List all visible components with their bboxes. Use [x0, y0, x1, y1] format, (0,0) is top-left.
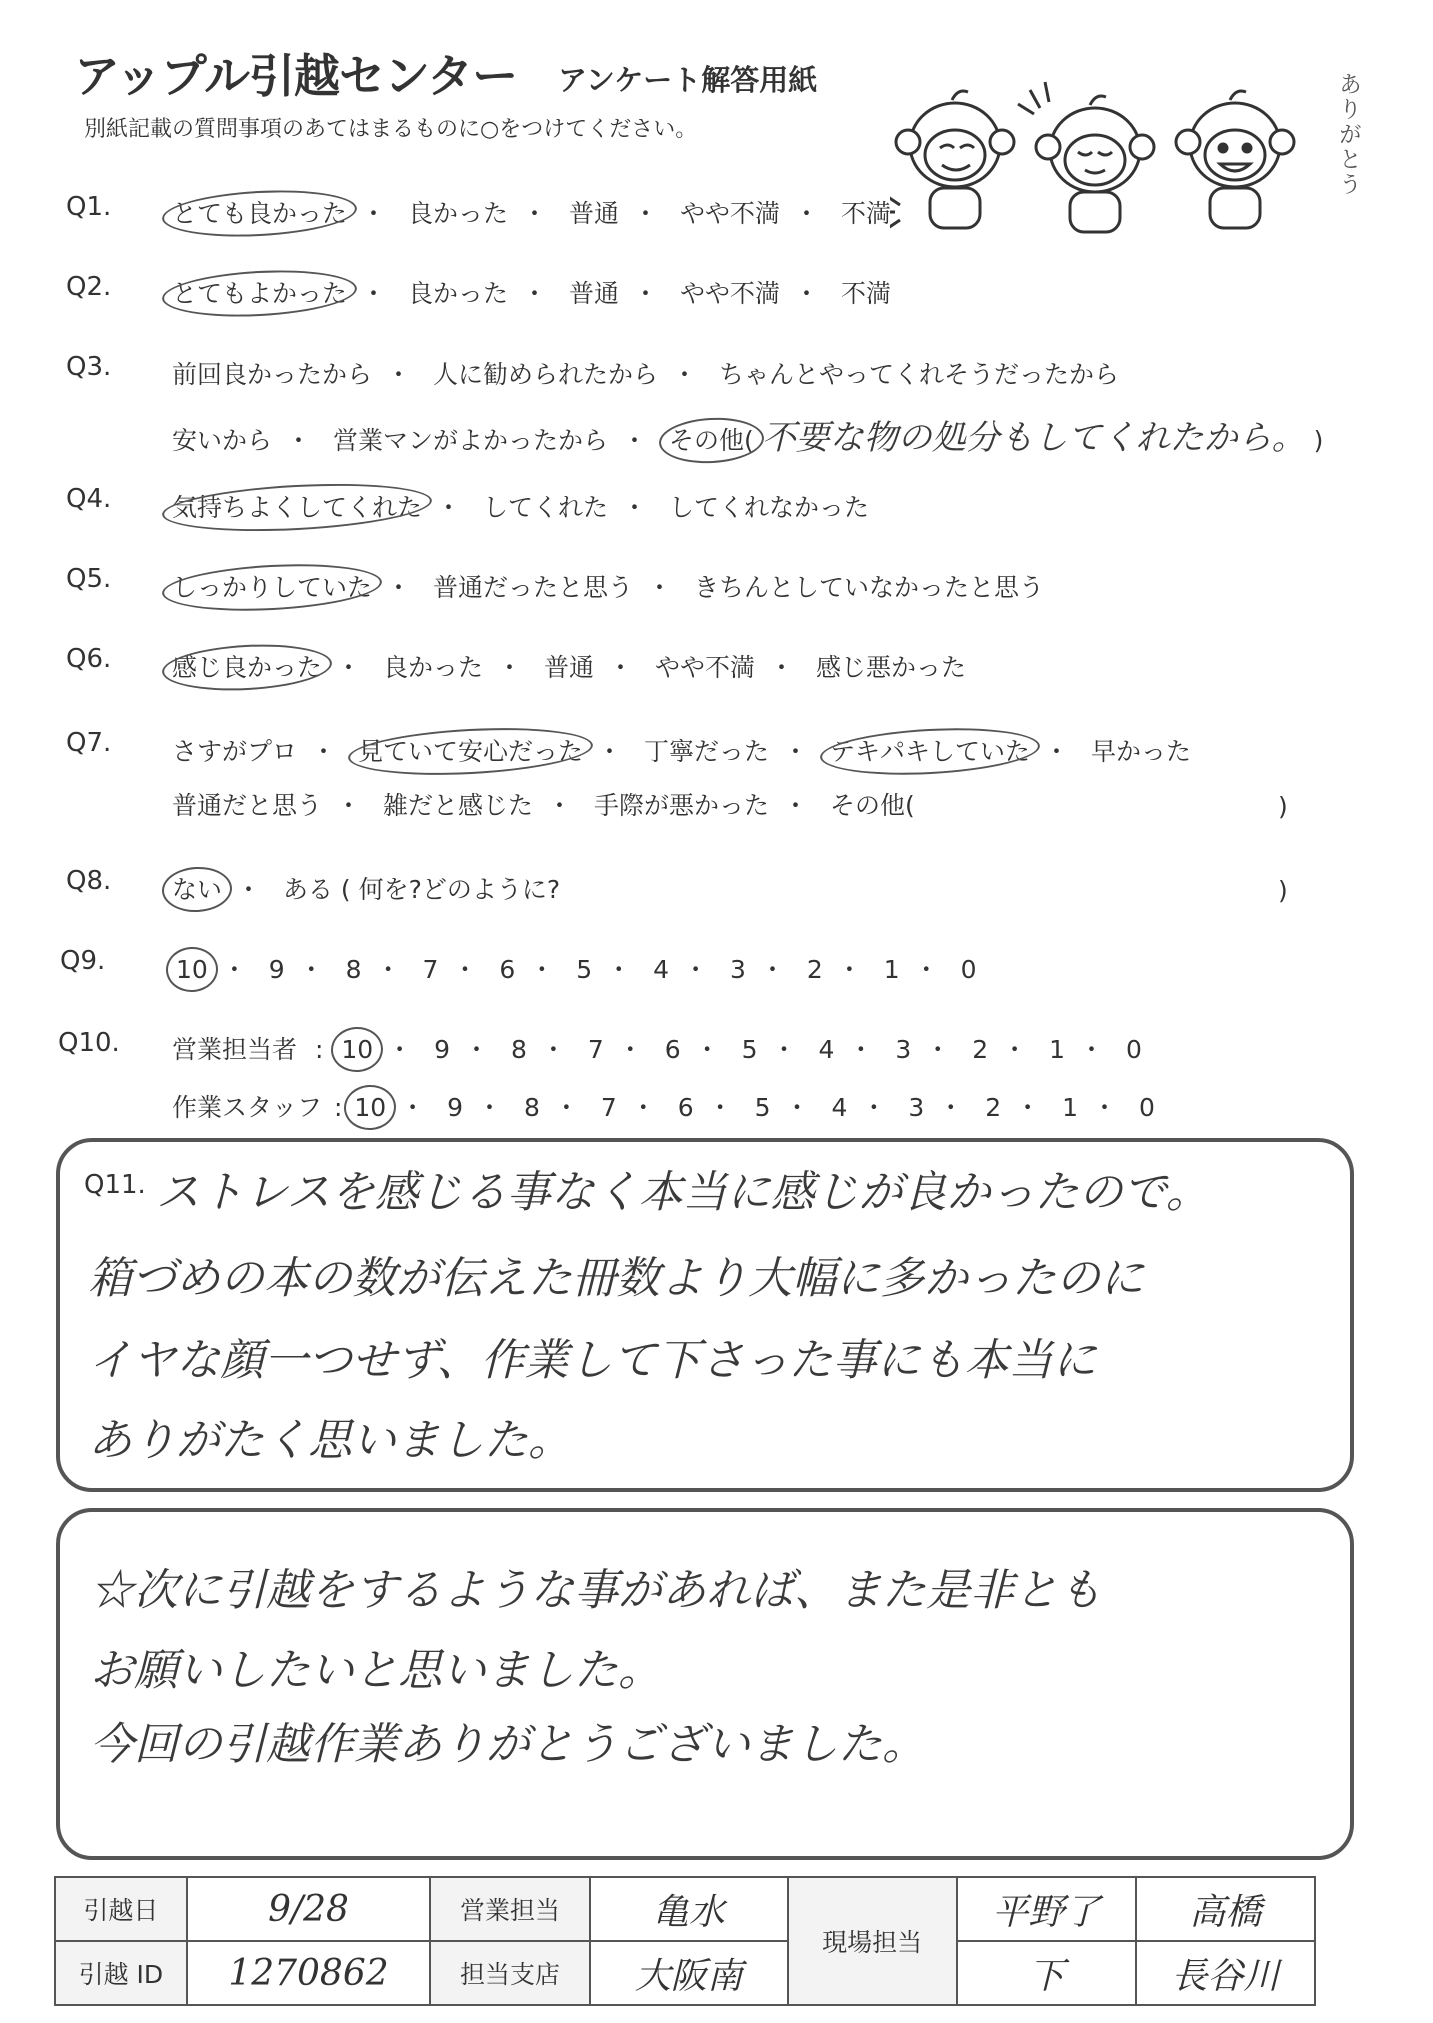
- site-name-4[interactable]: 長谷川: [1136, 1941, 1315, 2005]
- q3-option-5[interactable]: 営業マンがよかったから: [332, 426, 608, 455]
- q10-sales-score-6[interactable]: 6: [664, 1035, 681, 1064]
- form-subtitle: アンケート解答用紙: [558, 63, 818, 97]
- move-date-value[interactable]: 9/28: [187, 1877, 430, 1941]
- comment-line-2: お願いしたいと思いました。: [90, 1645, 662, 1696]
- q7-option-5[interactable]: 早かった: [1090, 737, 1191, 766]
- q2-option-2[interactable]: 良かった: [407, 279, 508, 308]
- monkey-mascots-illustration: [890, 60, 1360, 240]
- q6-option-5[interactable]: 感じ悪かった: [815, 653, 966, 682]
- q10-row-sales: 営業担当者 : 10 ・ 9 ・ 8 ・ 7 ・ 6 ・ 5 ・ 4 ・ 3 ・ 2 ・ 1 ・ 0: [172, 1035, 1142, 1064]
- q10-sales-score-4[interactable]: 4: [818, 1035, 835, 1064]
- q10-sales-name: 営業担当者: [172, 1035, 298, 1064]
- q4-option-2[interactable]: してくれた: [482, 493, 608, 522]
- q1-options: とても良かった ・ 良かった ・ 普通 ・ やや不満 ・ 不満: [172, 199, 891, 228]
- q9-score-2[interactable]: 2: [806, 955, 823, 984]
- q9-score-7[interactable]: 7: [422, 955, 439, 984]
- q9-score-6[interactable]: 6: [499, 955, 516, 984]
- q11-line-1: ストレスを感じる事なく本当に感じが良かったので。: [156, 1167, 1210, 1218]
- q3-option-other[interactable]: その他(: [668, 426, 754, 455]
- q10-staff-score-1[interactable]: 1: [1062, 1093, 1079, 1122]
- q7-option-other[interactable]: その他(: [829, 791, 915, 820]
- q9-score-9[interactable]: 9: [268, 955, 285, 984]
- branch-label: 担当支店: [430, 1941, 590, 2005]
- q9-score-4[interactable]: 4: [653, 955, 670, 984]
- q11-line-4: ありがたく思いました。: [88, 1415, 572, 1466]
- q10-sales-score-8[interactable]: 8: [511, 1035, 527, 1064]
- q8-option-2[interactable]: ある ( 何を?どのように?: [282, 875, 561, 904]
- q1-option-1[interactable]: とても良かった: [172, 199, 348, 228]
- q10-staff-score-4[interactable]: 4: [831, 1093, 848, 1122]
- q10-staff-colon: :: [333, 1093, 343, 1122]
- move-date-label: 引越日: [55, 1877, 187, 1941]
- q7-close-paren: ): [1278, 792, 1288, 821]
- q10-staff-score-7[interactable]: 7: [600, 1093, 617, 1122]
- q8-option-1[interactable]: ない: [172, 875, 223, 904]
- q7-option-3[interactable]: 丁寧だった: [643, 737, 769, 766]
- comment-box[interactable]: [56, 1508, 1354, 1860]
- q6-options: 感じ良かった ・ 良かった ・ 普通 ・ やや不満 ・ 感じ悪かった: [172, 653, 966, 682]
- comment-line-3: 今回の引越作業ありがとうございました。: [90, 1719, 926, 1770]
- q3-option-4[interactable]: 安いから: [172, 426, 273, 455]
- q7-option-6[interactable]: 普通だと思う: [172, 791, 323, 820]
- q5-options: しっかりしていた ・ 普通だったと思う ・ きちんとしていなかったと思う: [172, 573, 1044, 602]
- q2-option-3[interactable]: 普通: [568, 279, 619, 308]
- q7-option-8[interactable]: 手際が悪かった: [593, 791, 769, 820]
- q8-options: ない ・ ある ( 何を?どのように?: [172, 875, 561, 904]
- q3-other-text[interactable]: 不要な物の処分もしてくれたから。: [761, 418, 1306, 458]
- move-id-label: 引越 ID: [55, 1941, 187, 2005]
- q10-staff-score-8[interactable]: 8: [524, 1093, 540, 1122]
- q3-option-3[interactable]: ちゃんとやってくれそうだったから: [718, 360, 1119, 389]
- q10-sales-score-10[interactable]: 10: [341, 1035, 374, 1064]
- q9-score-8[interactable]: 8: [345, 955, 362, 984]
- q3-option-2[interactable]: 人に勧められたから: [432, 360, 658, 389]
- q2-label: Q2.: [66, 272, 112, 302]
- q10-sales-score-1[interactable]: 1: [1049, 1035, 1066, 1064]
- q1-option-2[interactable]: 良かった: [407, 199, 508, 228]
- q10-sales-score-7[interactable]: 7: [587, 1035, 604, 1064]
- q8-close-paren: ): [1278, 876, 1288, 905]
- move-info-table: [54, 1876, 1316, 2006]
- q10-staff-score-5[interactable]: 5: [754, 1093, 771, 1122]
- q10-label: Q10.: [58, 1028, 120, 1058]
- q4-options: 気持ちよくしてくれた ・ してくれた ・ してくれなかった: [172, 493, 869, 522]
- q7-label: Q7.: [66, 728, 112, 758]
- q9-score-5[interactable]: 5: [576, 955, 593, 984]
- q5-option-3[interactable]: きちんとしていなかったと思う: [693, 573, 1044, 602]
- q10-staff-score-2[interactable]: 2: [985, 1093, 1002, 1122]
- q10-staff-score-6[interactable]: 6: [677, 1093, 694, 1122]
- q10-sales-colon: :: [314, 1035, 324, 1064]
- site-name-3[interactable]: 下: [957, 1941, 1136, 2005]
- q8-label: Q8.: [66, 866, 112, 896]
- branch-value[interactable]: 大阪南: [590, 1941, 788, 2005]
- q10-sales-score-5[interactable]: 5: [741, 1035, 758, 1064]
- q11-line-3: イヤな顔一つせず、作業して下さった事にも本当に: [88, 1335, 1097, 1386]
- q10-staff-score-3[interactable]: 3: [908, 1093, 925, 1122]
- q10-staff-score-9[interactable]: 9: [447, 1093, 464, 1122]
- q11-label: Q11.: [84, 1170, 146, 1200]
- q5-option-2[interactable]: 普通だったと思う: [432, 573, 633, 602]
- q2-options: とてもよかった ・ 良かった ・ 普通 ・ やや不満 ・ 不満: [172, 279, 891, 308]
- q9-score-3[interactable]: 3: [730, 955, 746, 984]
- q6-option-3[interactable]: 普通: [543, 653, 594, 682]
- q4-option-3[interactable]: してくれなかった: [668, 493, 869, 522]
- q1-label: Q1.: [66, 192, 112, 222]
- q10-sales-score-3[interactable]: 3: [895, 1035, 912, 1064]
- q10-sales-score-9[interactable]: 9: [434, 1035, 451, 1064]
- q7-options-line2: 普通だと思う ・ 雑だと感じた ・ 手際が悪かった ・ その他(: [172, 791, 915, 820]
- q7-option-2[interactable]: 見ていて安心だった: [357, 737, 583, 766]
- sales-label: 営業担当: [430, 1877, 590, 1941]
- q3-close-paren: ): [1313, 426, 1324, 455]
- form-instruction: 別紙記載の質問事項のあてはまるものに○をつけてください。: [84, 117, 698, 142]
- q9-score-10[interactable]: 10: [176, 955, 208, 984]
- q10-staff-score-0[interactable]: 0: [1139, 1093, 1155, 1122]
- q10-row-staff: 作業スタッフ : 10 ・ 9 ・ 8 ・ 7 ・ 6 ・ 5 ・ 4 ・ 3 ・ 2 ・ 1 ・ 0: [172, 1093, 1155, 1122]
- q1-option-5[interactable]: 不満: [840, 199, 891, 228]
- sales-value[interactable]: 亀水: [590, 1877, 788, 1941]
- q4-option-1[interactable]: 気持ちよくしてくれた: [172, 493, 423, 522]
- q9-score-1[interactable]: 1: [883, 955, 900, 984]
- move-id-value[interactable]: 1270862: [187, 1941, 430, 2005]
- q10-staff-name: 作業スタッフ: [172, 1093, 323, 1122]
- q3-options-line2: 安いから ・ 営業マンがよかったから ・ その他( 不要な物の処分もしてくれたから。 ): [172, 418, 1324, 458]
- q10-sales-score-2[interactable]: 2: [972, 1035, 989, 1064]
- q5-label: Q5.: [66, 564, 112, 594]
- q9-label: Q9.: [60, 946, 106, 976]
- mascot-caption: ありがとう: [1335, 72, 1361, 197]
- q9-score-0[interactable]: 0: [960, 955, 977, 984]
- q1-option-4[interactable]: やや不満: [679, 199, 780, 228]
- q11-line-2: 箱づめの本の数が伝えた冊数より大幅に多かったのに: [88, 1253, 1144, 1304]
- comment-line-1: ☆次に引越をするような事があれば、また是非とも: [90, 1565, 1102, 1616]
- q5-option-1[interactable]: しっかりしていた: [172, 573, 373, 602]
- q6-option-4[interactable]: やや不満: [654, 653, 755, 682]
- site-name-1[interactable]: 平野了: [957, 1877, 1136, 1941]
- q6-option-2[interactable]: 良かった: [382, 653, 483, 682]
- q4-label: Q4.: [66, 484, 112, 514]
- q10-staff-score-10[interactable]: 10: [354, 1093, 387, 1122]
- q7-option-7[interactable]: 雑だと感じた: [382, 791, 533, 820]
- q11-answer-box[interactable]: [56, 1138, 1354, 1492]
- q10-sales-score-0[interactable]: 0: [1126, 1035, 1142, 1064]
- form-title: アップル引越センター: [74, 49, 518, 103]
- q3-options-line1: 前回良かったから ・ 人に勧められたから ・ ちゃんとやってくれそうだったから: [172, 360, 1119, 389]
- q3-option-1[interactable]: 前回良かったから: [172, 360, 373, 389]
- q6-option-1[interactable]: 感じ良かった: [172, 653, 323, 682]
- q3-label: Q3.: [66, 352, 112, 382]
- q7-option-1[interactable]: さすがプロ: [172, 737, 298, 766]
- q2-option-5[interactable]: 不満: [840, 279, 891, 308]
- q7-options-line1: さすがプロ ・ 見ていて安心だった ・ 丁寧だった ・ テキパキしていた ・ 早かった: [172, 737, 1191, 766]
- q6-label: Q6.: [66, 644, 112, 674]
- q2-option-4[interactable]: やや不満: [679, 279, 780, 308]
- q2-option-1[interactable]: とてもよかった: [172, 279, 348, 308]
- site-name-2[interactable]: 高橋: [1136, 1877, 1315, 1941]
- q1-option-3[interactable]: 普通: [568, 199, 619, 228]
- q9-scale: 10 ・ 9 ・ 8 ・ 7 ・ 6 ・ 5 ・ 4 ・ 3 ・ 2 ・ 1 ・ 0: [176, 955, 977, 984]
- site-label: 現場担当: [788, 1877, 957, 2005]
- q7-option-4[interactable]: テキパキしていた: [829, 737, 1030, 766]
